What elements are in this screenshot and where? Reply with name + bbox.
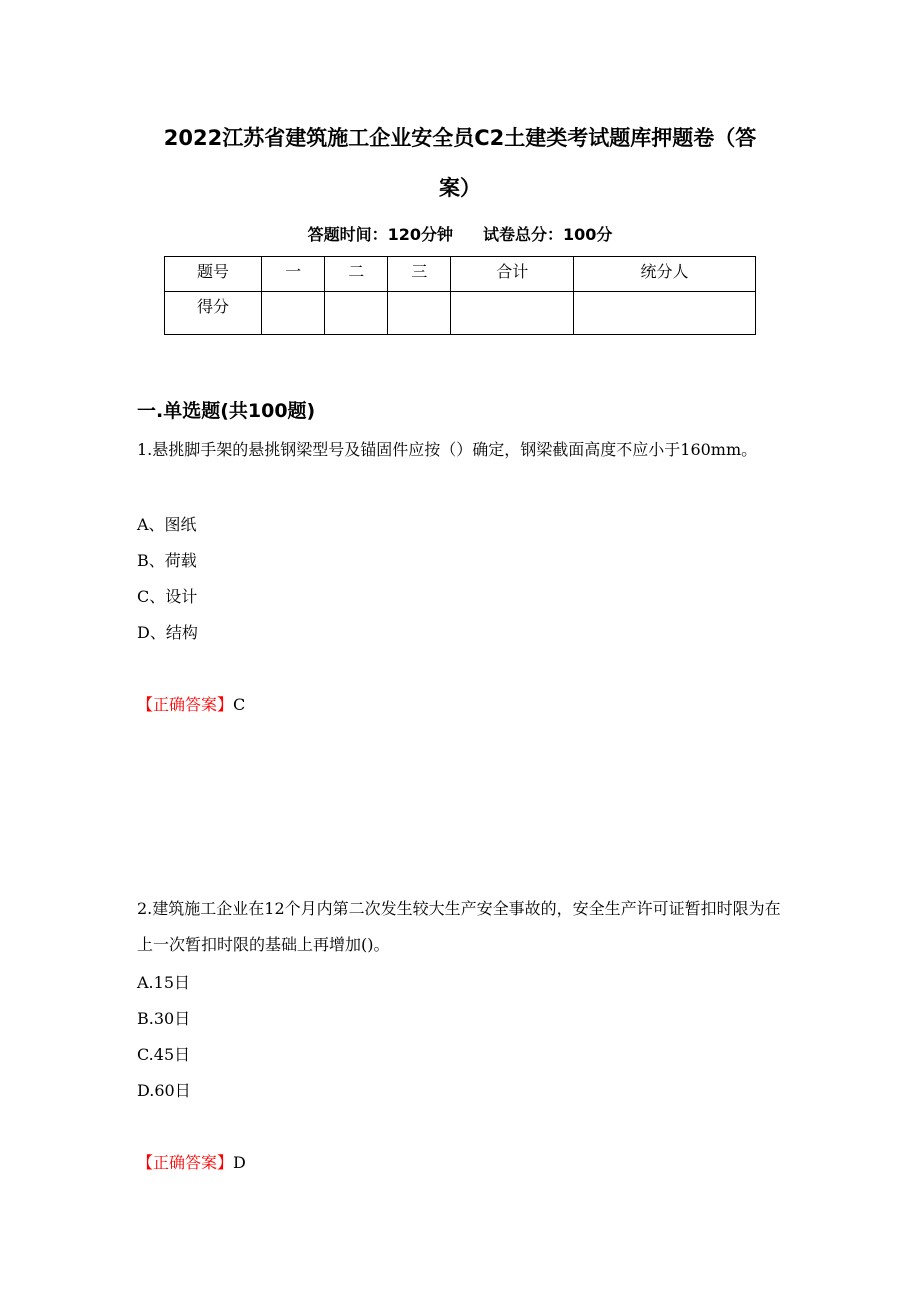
- score-table-score-row: [165, 292, 756, 335]
- answer-label: 【正确答案】: [137, 695, 234, 714]
- score-header-cell: 题号: [165, 257, 262, 292]
- answer-value: C: [233, 695, 246, 714]
- score-header-cell: 二: [325, 257, 388, 292]
- score-header-cell: 合计: [451, 257, 574, 292]
- score-header-cell: 三: [388, 257, 451, 292]
- score-header-cell: 统分人: [574, 257, 756, 292]
- question-1-option-c: C、设计: [137, 587, 198, 606]
- exam-title-line-1: 2022江苏省建筑施工企业安全员C2土建类考试题库押题卷（答: [163, 126, 757, 150]
- question-2-text: 2.建筑施工企业在12个月内第二次发生较大生产安全事故的，安全生产许可证暂扣时限为在上一次暂扣时限的基础上再增加()。: [137, 899, 781, 954]
- section-title: 一.单选题(共100题): [137, 400, 316, 422]
- exam-total-score: 试卷总分：100分: [483, 225, 613, 244]
- score-cell: [574, 292, 756, 335]
- question-1-option-d: D、结构: [137, 623, 198, 642]
- question-2-option-b: B.30日: [137, 1009, 191, 1028]
- question-2-option-d: D.60日: [137, 1081, 191, 1100]
- score-table-header-row: [165, 257, 756, 292]
- score-header-cell: 一: [262, 257, 325, 292]
- exam-meta: [160, 222, 760, 245]
- question-2-answer: [137, 1150, 246, 1173]
- exam-title-line-2: 案）: [439, 176, 481, 200]
- score-table: [164, 256, 756, 335]
- question-1-option-a: A、图纸: [137, 515, 197, 534]
- score-cell: [451, 292, 574, 335]
- question-2-option-c: C.45日: [137, 1045, 191, 1064]
- answer-label: 【正确答案】: [137, 1153, 234, 1172]
- score-cell: [325, 292, 388, 335]
- answer-value: D: [233, 1153, 246, 1172]
- score-row-label: 得分: [165, 292, 262, 335]
- question-1-option-b: B、荷载: [137, 551, 197, 570]
- question-2-option-a: A.15日: [137, 973, 191, 992]
- score-cell: [388, 292, 451, 335]
- score-cell: [262, 292, 325, 335]
- question-1-answer: [137, 692, 245, 715]
- question-1-text: 1.悬挑脚手架的悬挑钢梁型号及锚固件应按（）确定，钢梁截面高度不应小于160mm。: [137, 440, 758, 459]
- exam-time: 答题时间：120分钟: [307, 225, 453, 244]
